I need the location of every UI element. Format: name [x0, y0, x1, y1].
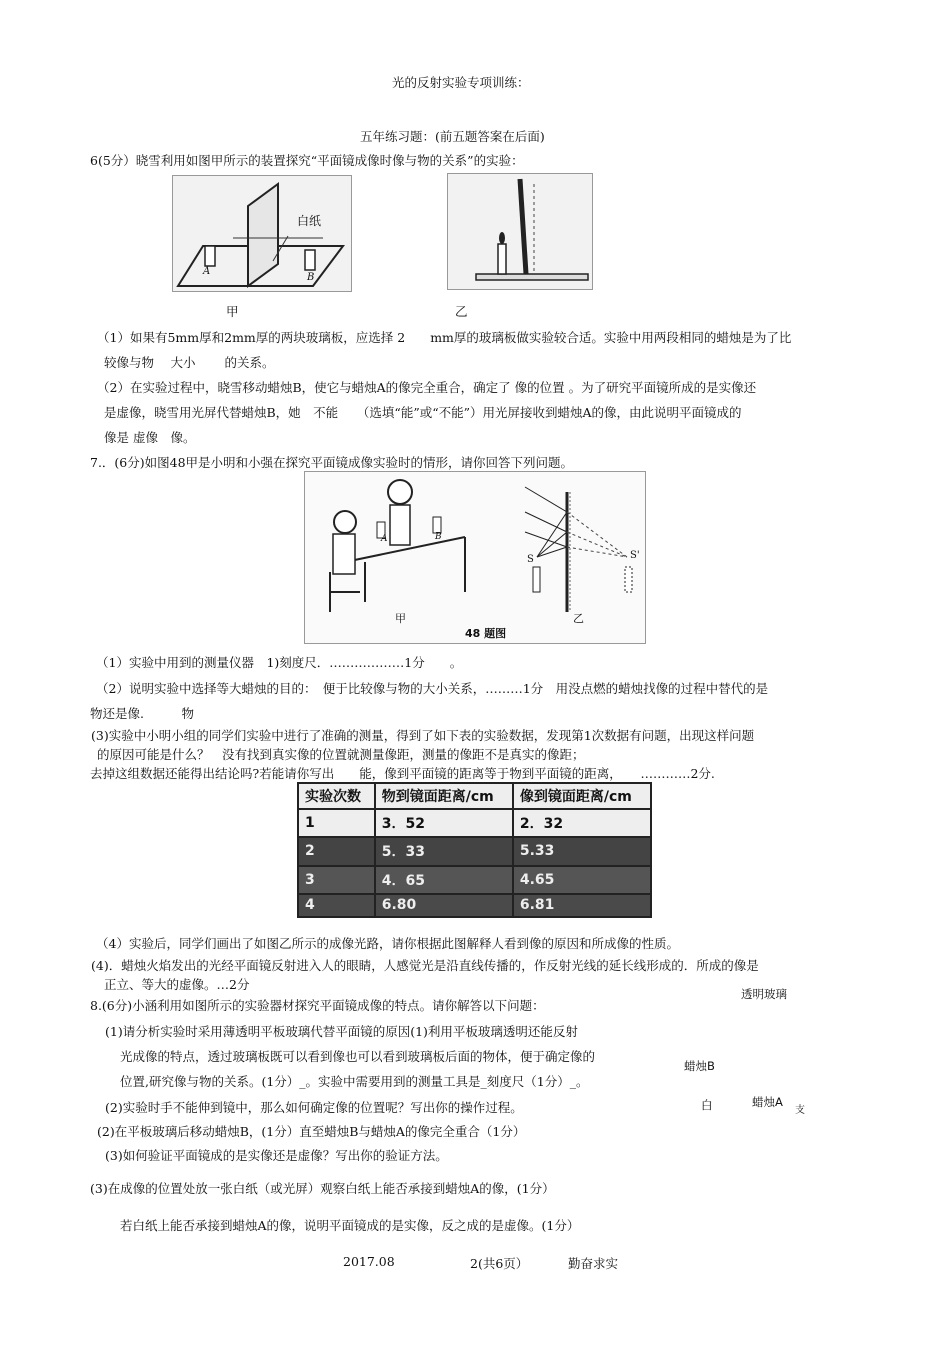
data-table: [297, 782, 652, 918]
table-cell: 1: [298, 809, 375, 837]
q6-stem: 6(5分）晓雪利用如图甲所示的装置探究“平面镜成像时像与物的关系”的实验：: [90, 153, 524, 168]
fig48-jia-label: 甲: [395, 612, 406, 625]
table-cell: 4: [298, 894, 375, 917]
table-row: [298, 809, 651, 837]
side-label-candle-a: 蜡烛A: [752, 1095, 783, 1109]
fig48-b-label: B: [435, 532, 442, 542]
side-label-stand: 支: [795, 1105, 805, 1116]
footer-date: 2017.08: [343, 1254, 395, 1269]
table-header-object-distance: 物到镜面距离/cm: [375, 783, 513, 809]
table-cell: 4.65: [513, 866, 651, 894]
fig-paper-label: 白纸: [297, 214, 322, 228]
fig48-yi-label: 乙: [573, 612, 584, 625]
side-label-white: 白: [701, 1098, 713, 1112]
q6-part2-line1: （2）在实验过程中，晓雪移动蜡烛B，使它与蜡烛A的像完全重合，确定了 像的位置 。为了研究平面镜所成的是实像还: [97, 380, 757, 395]
q7-answer4-line2: 正立、等大的虚像。…2分: [104, 977, 250, 992]
q6-part1-line2: 较像与物 大小 的关系。: [104, 355, 275, 370]
table-header-trial: 实验次数: [298, 783, 375, 809]
q8-s1-line3: 位置,研究像与物的关系。(1分）_。实验中需要用到的测量工具是_刻度尺（1分）_。: [120, 1074, 589, 1089]
fig-jia-label: 甲: [226, 304, 239, 319]
q7-answer3-line3: 去掉这组数据还能得出结论吗?若能请你写出 能，像到平面镜的距离等于物到平面镜的距离， …………2分.: [90, 766, 715, 781]
table-cell: 5.33: [513, 837, 651, 865]
q6-part2-line3: 像是 虚像 像。: [104, 430, 196, 445]
table-row: [298, 866, 651, 894]
table-row: [298, 837, 651, 865]
q8-s1-line1: (1)请分析实验时采用薄透明平板玻璃代替平面镜的原因(1)利用平板玻璃透明还能反射: [105, 1024, 578, 1039]
footer-motto: 勤奋求实: [568, 1256, 619, 1271]
table-cell: 5．33: [375, 837, 513, 865]
fig48-s-prime-label: S': [630, 550, 640, 561]
table-cell: 6.81: [513, 894, 651, 917]
q6-part2-line2: 是虚像，晓雪用光屏代替蜡烛B，她 不能 （选填“能”或“不能”）用光屏接收到蜡烛A的像，由此说明平面镜成的: [104, 405, 742, 420]
page-title: 光的反射实验专项训练：: [392, 75, 530, 90]
figure-48: [304, 471, 646, 644]
footer-page: 2(共6页）: [470, 1256, 529, 1271]
q8-s3-answer2: 若白纸上能否承接到蜡烛A的像，说明平面镜成的是实像，反之成的是虚像。(1分）: [120, 1218, 580, 1233]
table-row: [298, 894, 651, 917]
fig48-a-label: A: [381, 534, 388, 544]
table-cell: 4．65: [375, 866, 513, 894]
figure-48-drawing: [305, 472, 645, 643]
table-cell: 6.80: [375, 894, 513, 917]
fig-a-label: A: [203, 266, 211, 277]
subtitle: 五年练习题：(前五题答案在后面): [360, 129, 545, 144]
figure-jia-apparatus: [172, 175, 352, 292]
q7-answer3-line2: 的原因可能是什么？ 没有找到真实像的位置就测量像距，测量的像距不是真实的像距；: [97, 747, 585, 762]
q7-answer1: （1）实验中用到的测量仪器 1)刻度尺．………………1分 。: [96, 655, 463, 670]
q8-s1-line2: 光成像的特点，透过玻璃板既可以看到像也可以看到玻璃板后面的物体，便于确定像的: [120, 1049, 596, 1064]
side-label-glass: 透明玻璃: [741, 987, 787, 1001]
table-cell: 3: [298, 866, 375, 894]
table-cell: 2: [298, 837, 375, 865]
q7-answer3-line1: (3)实验中小明小组的同学们实验中进行了准确的测量，得到了如下表的实验数据，发现第1次数据有问题，出现这样问题: [91, 728, 755, 743]
q7-answer2-line2: 物还是像. 物: [90, 706, 194, 721]
plane-mirror-apparatus-drawing: [173, 176, 351, 291]
q8-s2-answer: (2)在平板玻璃后移动蜡烛B，(1分）直至蜡烛B与蜡烛A的像完全重合（1分）: [97, 1124, 526, 1139]
table-header-image-distance: 像到镜面距离/cm: [513, 783, 651, 809]
q6-part1-line1: （1）如果有5mm厚和2mm厚的两块玻璃板，应选择 2 mm厚的玻璃板做实验较合适。实验中用两段相同的蜡烛是为了比: [97, 330, 792, 345]
q8-s3-answer1: (3)在成像的位置处放一张白纸（或光屏）观察白纸上能否承接到蜡烛A的像，(1分）: [90, 1181, 555, 1196]
fig-b-label: B: [307, 272, 315, 283]
fig48-caption: 48 题图: [465, 627, 507, 640]
q8-stem: 8.(6分)小涵利用如图所示的实验器材探究平面镜成像的特点。请你解答以下问题：: [90, 998, 545, 1013]
q7-answer2-line1: （2）说明实验中选择等大蜡烛的目的： 便于比较像与物的大小关系，………1分 用没点燃的蜡烛找像的过程中替代的是: [96, 681, 769, 696]
fig-yi-label: 乙: [455, 304, 468, 319]
q7-question4: （4）实验后，同学们画出了如图乙所示的成像光路，请你根据此图解释人看到像的原因和所成像的性质。: [96, 936, 679, 951]
table-cell: 3．52: [375, 809, 513, 837]
q8-s3-question: (3)如何验证平面镜成的是实像还是虚像？写出你的验证方法。: [105, 1148, 448, 1163]
side-view-drawing: [448, 174, 592, 289]
table-cell: 2．32: [513, 809, 651, 837]
figure-yi-side-view: [447, 173, 593, 290]
fig48-s-label: S: [527, 554, 534, 565]
q7-answer4-line1: (4)．蜡烛火焰发出的光经平面镜反射进入人的眼睛，人感觉光是沿直线传播的，作反射光线的延长线形成的．所成的像是: [91, 958, 759, 973]
q8-s2-question: (2)实验时手不能伸到镜中，那么如何确定像的位置呢？写出你的操作过程。: [105, 1100, 523, 1115]
side-label-candle-b: 蜡烛B: [684, 1059, 715, 1073]
q7-stem: 7.．(6分)如图48甲是小明和小强在探究平面镜成像实验时的情形，请你回答下列问题。: [90, 455, 574, 470]
